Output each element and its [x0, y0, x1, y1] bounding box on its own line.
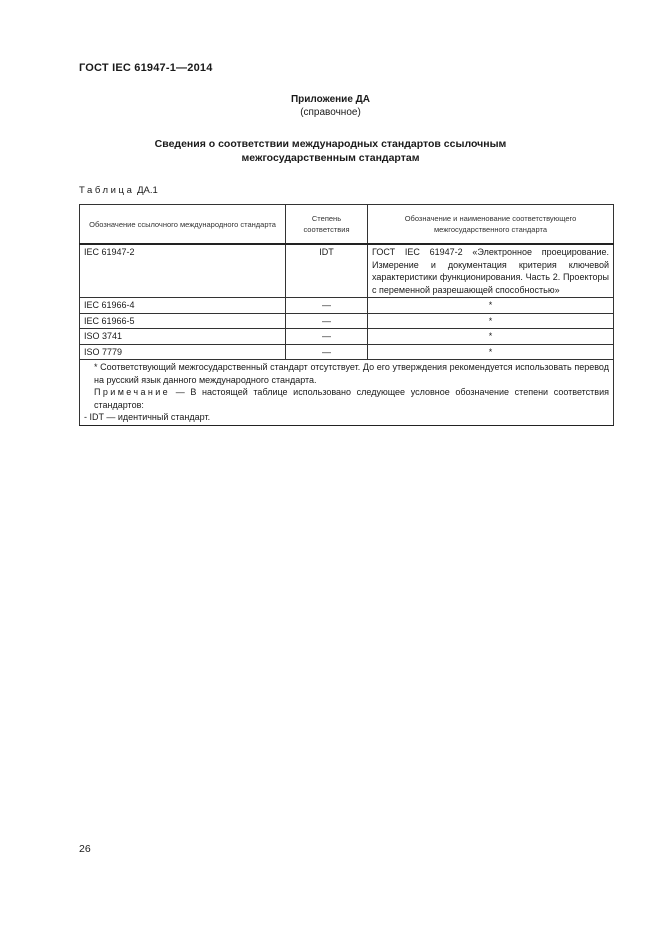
cell-national-standard: ГОСТ IEC 61947-2 «Электронное проецирование. Измерение и документация критерия ключевой характеристики функционирования. Часть 2. Проекторы с переменной разрешающей способностью» [368, 244, 614, 298]
document-code: ГОСТ IEC 61947-1—2014 [79, 62, 213, 74]
table-header [80, 205, 614, 245]
table-footnote-row [80, 360, 614, 426]
annex-subtitle: (справочное) [300, 107, 361, 118]
section-title-line-2: межгосударственным стандартам [241, 152, 420, 164]
note-label: Примечание [94, 387, 171, 397]
cell-national-standard: * [368, 344, 614, 360]
header-international-standard: Обозначение ссылочного международного стандарта [80, 205, 286, 245]
table-header-row [80, 205, 614, 245]
note-item: - IDT — идентичный стандарт. [84, 412, 211, 422]
cell-degree: — [286, 313, 368, 329]
page-number: 26 [79, 843, 91, 855]
annex-heading [0, 93, 661, 119]
section-title [0, 137, 661, 165]
table-row [80, 313, 614, 329]
cell-national-standard: * [368, 313, 614, 329]
table-caption-label: Таблица [79, 185, 135, 196]
header-national-standard: Обозначение и наименование соответствующего межгосударственного стандарта [368, 205, 614, 245]
table-footnote-cell [80, 360, 614, 426]
cell-international-standard: ISO 3741 [80, 329, 286, 345]
cell-degree: — [286, 298, 368, 314]
table-row [80, 344, 614, 360]
table-row [80, 244, 614, 298]
note-paragraph [84, 386, 609, 411]
section-title-line-1: Сведения о соответствии международных стандартов ссылочным [154, 138, 507, 150]
cell-international-standard: ISO 7779 [80, 344, 286, 360]
header-degree: Степень соответствия [286, 205, 368, 245]
cell-national-standard: * [368, 329, 614, 345]
table-caption [79, 185, 158, 196]
table-body [80, 244, 614, 425]
cell-degree: — [286, 329, 368, 345]
cell-international-standard: IEC 61947-2 [80, 244, 286, 298]
footnote-text: * Соответствующий межгосударственный стандарт отсутствует. До его утверждения рекомендуется использовать перевод на русский язык данного международного стандарта. [94, 362, 609, 385]
note-text: — В настоящей таблице использовано следующее условное обозначение степени соответствия стандартов: [94, 387, 609, 410]
cell-degree: — [286, 344, 368, 360]
table-caption-number: ДА.1 [137, 185, 158, 196]
cell-international-standard: IEC 61966-5 [80, 313, 286, 329]
cell-degree: IDT [286, 244, 368, 298]
table-row [80, 329, 614, 345]
table-row [80, 298, 614, 314]
cell-international-standard: IEC 61966-4 [80, 298, 286, 314]
cell-national-standard: * [368, 298, 614, 314]
annex-title: Приложение ДА [290, 94, 371, 105]
standards-table [79, 204, 614, 426]
